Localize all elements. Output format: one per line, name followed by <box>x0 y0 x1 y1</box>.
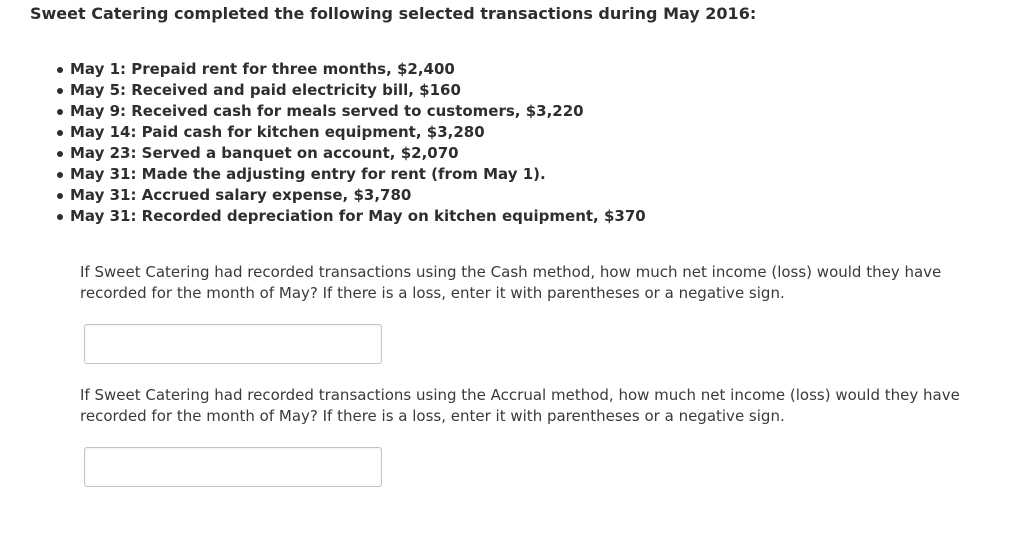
list-item <box>54 206 646 227</box>
list-item <box>54 59 646 80</box>
list-item <box>54 80 646 101</box>
bullet-icon <box>57 88 63 94</box>
transaction-text: May 9: Received cash for meals served to customers, $3,220 <box>70 102 584 120</box>
transaction-text: May 23: Served a banquet on account, $2,070 <box>70 144 459 162</box>
transaction-text: May 1: Prepaid rent for three months, $2,400 <box>70 60 455 78</box>
cash-net-income-input[interactable] <box>84 324 382 364</box>
bullet-icon <box>57 214 63 220</box>
list-item <box>54 101 646 122</box>
list-item <box>54 185 646 206</box>
accrual-method-question: If Sweet Catering had recorded transactions using the Accrual method, how much net income (loss) would they have recorded for the month of May? If there is a loss, enter it with parentheses or a negative sign. <box>80 386 960 425</box>
list-item <box>54 143 646 164</box>
bullet-icon <box>57 172 63 178</box>
bullet-icon <box>57 130 63 136</box>
bullet-icon <box>57 67 63 73</box>
transaction-text: May 5: Received and paid electricity bill, $160 <box>70 81 461 99</box>
accrual-net-income-input[interactable] <box>84 447 382 487</box>
bullet-icon <box>57 151 63 157</box>
bullet-icon <box>57 193 63 199</box>
bullet-icon <box>57 109 63 115</box>
transaction-text: May 31: Made the adjusting entry for rent (from May 1). <box>70 165 546 183</box>
list-item <box>54 122 646 143</box>
page-heading: Sweet Catering completed the following selected transactions during May 2016: <box>30 4 757 23</box>
cash-method-question: If Sweet Catering had recorded transactions using the Cash method, how much net income (loss) would they have recorded for the month of May? If there is a loss, enter it with parentheses or a negative sign. <box>80 263 942 302</box>
transaction-text: May 31: Recorded depreciation for May on kitchen equipment, $370 <box>70 207 646 225</box>
transaction-text: May 31: Accrued salary expense, $3,780 <box>70 186 412 204</box>
transaction-list <box>54 59 646 227</box>
transaction-text: May 14: Paid cash for kitchen equipment, $3,280 <box>70 123 485 141</box>
list-item <box>54 164 646 185</box>
